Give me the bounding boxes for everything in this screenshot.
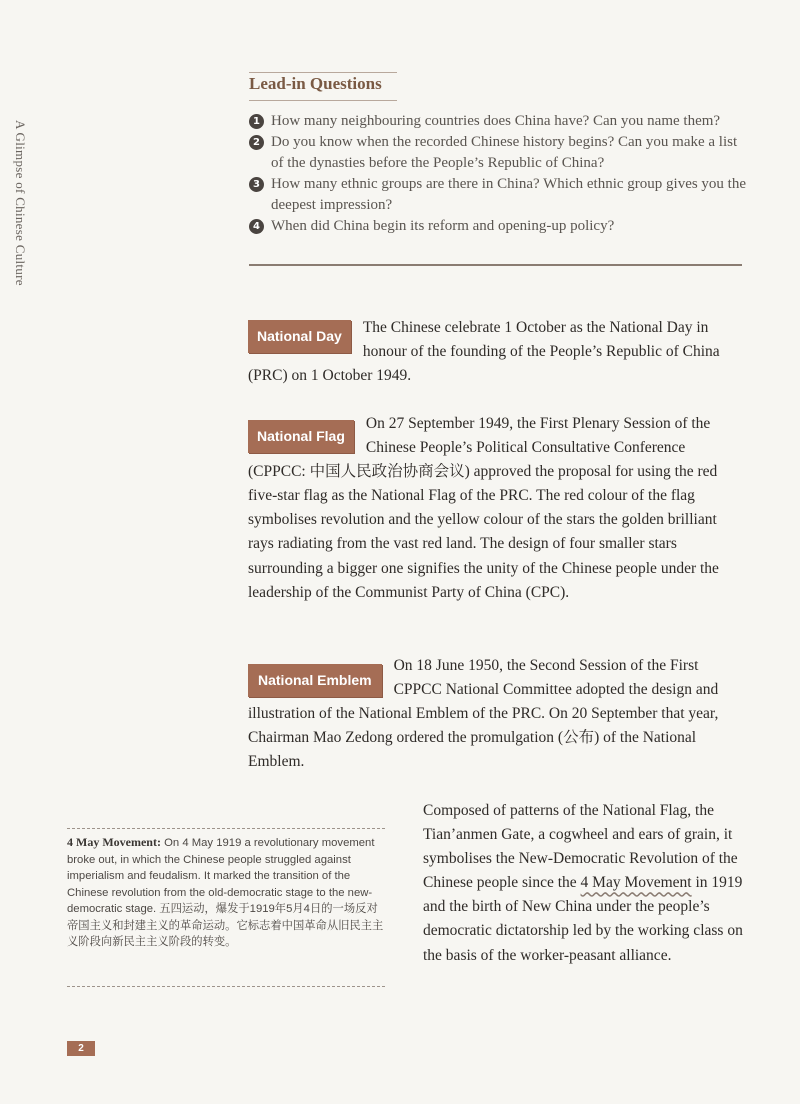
national-emblem-tag: National Emblem	[248, 664, 382, 697]
question-number-badge: 3	[249, 177, 264, 192]
question-number-badge: 4	[249, 219, 264, 234]
national-flag-section	[248, 412, 742, 605]
running-side-title: A Glimpse of Chinese Culture	[13, 120, 28, 286]
leadin-question	[249, 174, 749, 216]
leadin-question-list	[249, 111, 749, 237]
may-movement-glossary-link[interactable]: 4 May Movement	[580, 874, 692, 892]
question-text: Do you know when the recorded Chinese history begins? Can you make a list of the dynasties before the People’s Republic of China?	[271, 134, 738, 171]
page-number: 2	[67, 1041, 95, 1056]
footnote-term: 4 May Movement:	[67, 835, 161, 849]
national-day-tag: National Day	[248, 320, 351, 353]
leadin-heading-rule	[249, 100, 397, 101]
national-emblem-section	[248, 654, 742, 774]
leadin-bottom-rule	[249, 264, 742, 266]
national-day-section	[248, 316, 742, 388]
footnote-text: On 4 May 1919 a revolutionary movement broke out, in which the Chinese people struggled against imperialism and feudalism. It marked the transition of the Chinese revolution from the old-democratic stage to the new-democratic stage. 五四运动，爆发于1919年5月4日的一场反对帝国主义和封建主义的革命运动。它标志着中国革命从旧民主主义阶段向新民主主义阶段的转变。	[67, 837, 384, 948]
emblem-continued-text-b: in 1919 and the birth of New China under the people’s democratic dictatorship led by the working class on the basis of the worker-peasant alliance.	[423, 874, 743, 964]
national-emblem-text: On 18 June 1950, the Second Session of the First CPPCC National Committee adopted the design and illustration of the National Emblem of the PRC. On 20 September that year, Chairman Mao Zedong ordered the promulgation (公布) of the National Emblem.	[248, 657, 719, 771]
leadin-question	[249, 216, 749, 237]
leadin-question	[249, 132, 749, 174]
question-number-badge: 2	[249, 135, 264, 150]
national-emblem-continued	[423, 799, 743, 968]
leadin-question	[249, 111, 749, 132]
question-number-badge: 1	[249, 114, 264, 129]
national-flag-tag: National Flag	[248, 420, 354, 453]
question-text: How many neighbouring countries does China have? Can you name them?	[271, 113, 721, 129]
national-flag-text: On 27 September 1949, the First Plenary Session of the Chinese People’s Political Consultative Conference (CPPCC: 中国人民政治协商会议) approved the proposal for using the red five-star flag as the National Flag of the PRC. The red colour of the flag symbolises revolution and the yellow colour of the stars the golden brilliant rays radiating from the vast red land. The design of four smaller stars surrounding a bigger one signifies the unity of the Chinese people under the leadership of the Communist Party of China (CPC).	[248, 415, 719, 601]
note-bottom-rule	[67, 986, 385, 987]
national-day-text: The Chinese celebrate 1 October as the National Day in honour of the founding of the People’s Republic of China (PRC) on 1 October 1949.	[248, 319, 720, 385]
leadin-heading: Lead-in Questions	[249, 74, 382, 93]
leadin-top-rule	[249, 72, 397, 73]
question-text: When did China begin its reform and opening-up policy?	[271, 218, 615, 234]
footnote-box	[67, 828, 385, 957]
question-text: How many ethnic groups are there in China? Which ethnic group gives you the deepest impression?	[271, 176, 747, 213]
emblem-continued-text-a: Composed of patterns of the National Flag, the Tian’anmen Gate, a cogwheel and ears of grain, it symbolises the New-Democratic Revolution of the Chinese people since the	[423, 802, 738, 892]
